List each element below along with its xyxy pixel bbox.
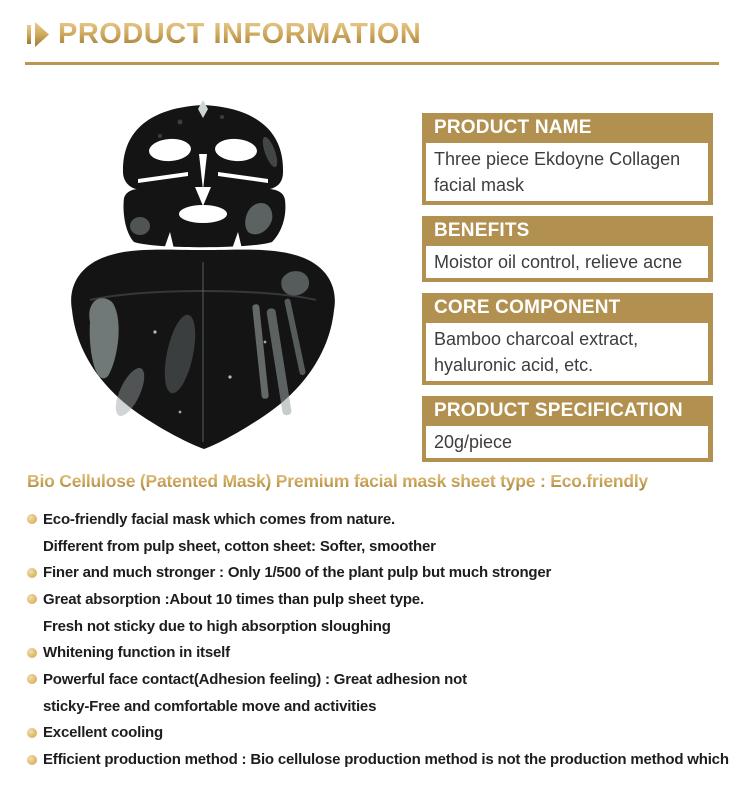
gold-bullet-icon — [27, 514, 37, 524]
section-product-specification — [422, 396, 713, 462]
header-divider-line — [25, 62, 719, 65]
feature-line-continuation — [27, 693, 733, 720]
feature-text: Fresh not sticky due to high absorption sloughing — [43, 617, 391, 635]
feature-text: Whitening function in itself — [43, 644, 230, 662]
section-value: Moistor oil control, relieve acne — [426, 246, 708, 278]
feature-line — [27, 746, 733, 773]
page-title: PRODUCT INFORMATION — [58, 18, 422, 50]
section-label: PRODUCT SPECIFICATION — [434, 400, 683, 421]
feature-text: Different from pulp sheet, cotton sheet: Softer, smoother — [43, 537, 436, 555]
feature-line — [27, 639, 733, 666]
feature-line — [27, 506, 733, 533]
mask-type-subtitle: Bio Cellulose (Patented Mask) Premium facial mask sheet type : Eco.friendly — [27, 471, 727, 492]
gold-bullet-icon — [27, 568, 37, 578]
feature-line — [27, 559, 733, 586]
play-arrow-icon — [27, 21, 51, 48]
facial-mask-illustration — [60, 92, 375, 452]
section-value: Bamboo charcoal extract, hyaluronic acid, etc. — [426, 323, 708, 381]
mask-upper-face-piece — [123, 100, 283, 194]
section-value: 20g/piece — [426, 426, 708, 458]
section-label: CORE COMPONENT — [434, 297, 621, 318]
gold-bullet-icon — [27, 648, 37, 658]
product-image — [60, 92, 375, 452]
feature-text: Excellent cooling — [43, 724, 163, 742]
product-spec-sections — [422, 113, 713, 462]
section-benefits — [422, 216, 713, 282]
section-product-name — [422, 113, 713, 205]
feature-line — [27, 720, 733, 747]
feature-line-continuation — [27, 533, 733, 560]
mask-lower-face-piece — [123, 187, 285, 249]
feature-text: Powerful face contact(Adhesion feeling) : Great adhesion not — [43, 670, 467, 688]
gold-bullet-icon — [27, 728, 37, 738]
page-header — [27, 20, 421, 49]
mask-neck-piece — [71, 250, 335, 449]
feature-text: sticky-Free and comfortable move and activities — [43, 697, 377, 715]
feature-text: Eco-friendly facial mask which comes from nature. — [43, 510, 395, 528]
feature-text: Great absorption :About 10 times than pulp sheet type. — [43, 590, 424, 608]
section-label: PRODUCT NAME — [434, 117, 592, 138]
feature-list — [27, 506, 733, 773]
section-value: Three piece Ekdoyne Collagen facial mask — [426, 143, 708, 201]
feature-text: Finer and much stronger : Only 1/500 of the plant pulp but much stronger — [43, 564, 552, 582]
section-core-component — [422, 293, 713, 385]
feature-text: Efficient production method : Bio cellulose production method is not the production method which — [43, 751, 729, 769]
feature-line — [27, 586, 733, 613]
gold-bullet-icon — [27, 755, 37, 765]
gold-bullet-icon — [27, 674, 37, 684]
gold-bullet-icon — [27, 594, 37, 604]
section-label: BENEFITS — [434, 220, 530, 241]
feature-line-continuation — [27, 613, 733, 640]
feature-line — [27, 666, 733, 693]
